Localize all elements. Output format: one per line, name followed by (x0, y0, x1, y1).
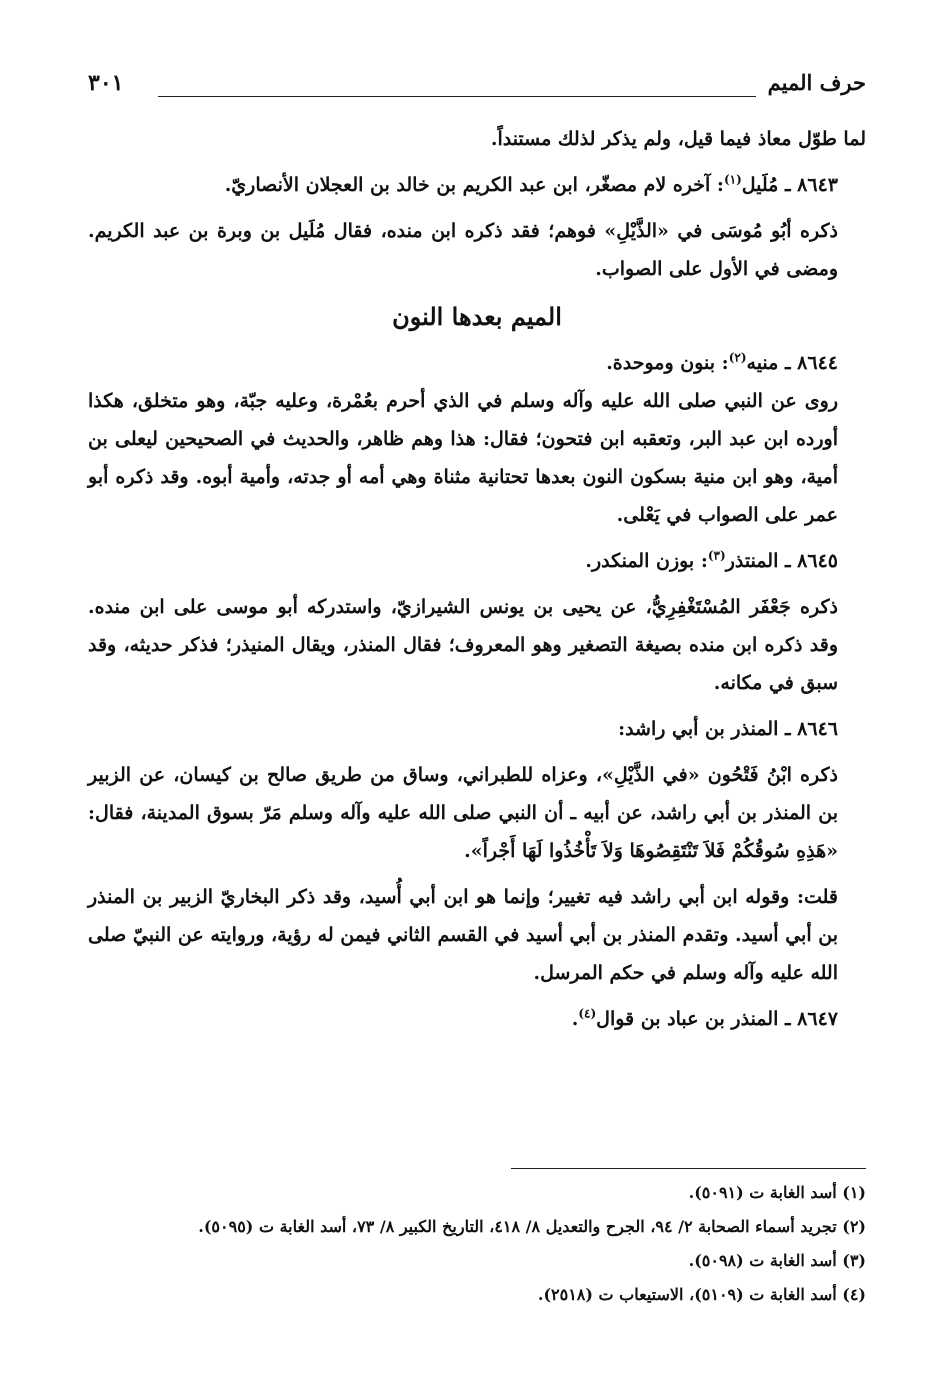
footnote-ref[interactable]: (٢) (728, 350, 747, 365)
header-rule (158, 96, 756, 97)
paragraph: روى عن النبي صلى الله عليه وآله وسلم في الذي أحرم بعُمْرة، وعليه جبّة، وهو متخلق، هكذا أورده ابن عبد البر، وتعقبه ابن فتحون؛ فقال: هذا وهم ظاهر، والحديث في الصحيحين ليعلى بن أمية، وهو ابن منية بسكون النون بعدها تحتانية مثناة وهي أمه أو جدته، وأمية أبوه. وقد ذكره أبو عمر على الصواب في يَعْلى. (88, 390, 838, 526)
paragraph: ذكره جَعْفَر المُسْتَغْفِرِيُّ، عن يحيى بن يونس الشيرازيّ، واستدركه أبو موسى على ابن منده. وقد ذكره ابن منده بصيغة التصغير وهو المعروف؛ فقال المنذر، ويقال المنيذر؛ فذكر حديثه، وقد سبق في مكانه. (88, 596, 838, 694)
entry-number: ٨٦٤٤ ـ (784, 352, 838, 374)
running-title: حرف الميم (767, 70, 866, 95)
footnotes (88, 1178, 866, 1314)
entry-8646 (88, 710, 866, 748)
paragraph: لما طوّل معاذ فيما قيل، ولم يذكر لذلك مستنداً. (490, 128, 866, 150)
footnote: (٢) تجريد أسماء الصحابة ٢/ ٩٤، الجرح والتعديل ٨/ ٤١٨، التاريخ الكبير ٨/ ٧٣، أسد الغابة ت (٥٠٩٥). (198, 1217, 866, 1236)
footnote-ref[interactable]: (١) (723, 172, 742, 187)
entry-text: : آخره لام مصغّر، ابن عبد الكريم بن خالد بن العجلان الأنصاريّ. (224, 174, 724, 196)
entry-text: : بوزن المنكدر. (585, 550, 708, 572)
entry-number: ٨٦٤٦ ـ (784, 718, 838, 740)
entry-name: المنتذر (725, 550, 779, 572)
footnote-ref[interactable]: (٤) (578, 1006, 597, 1021)
entry-text: : (618, 718, 626, 740)
footnote: (١) أسد الغابة ت (٥٠٩١). (688, 1183, 866, 1202)
section-title: الميم بعدها النون (392, 302, 562, 331)
entry-name: المنذر بن أبي راشد (625, 718, 779, 740)
paragraph: قلت: وقوله ابن أبي راشد فيه تغيير؛ وإنما هو ابن أبي أُسيد، وقد ذكر البخاريّ الزبير بن المنذر بن أبي أسيد. وتقدم المنذر بن أبي أسيد في القسم الثاني فيمن له رؤية، وروايته عن النبيّ صلى الله عليه وآله وسلم في حكم المرسل. (88, 886, 838, 984)
entry-8644 (88, 344, 866, 382)
page-number: ٣٠١ (88, 70, 124, 96)
paragraph: ذكره ابْنُ فَتْحُون «في الذَّيْلِ»، وعزاه للطبراني، وساق من طريق صالح بن كيسان، عن الزبير بن المنذر بن أبي راشد، عن أبيه ـ أن النبي صلى الله عليه وآله وسلم مَرّ بسوق المدينة، فقال: «هَذِهِ سُوقُكُمْ فَلاَ تَنْتَقِصُوهَا وَلاَ تَأْخُذُوا لَهَا أَجْراً». (88, 764, 838, 862)
footnote-rule (511, 1168, 866, 1169)
entry-name: منيه (746, 352, 779, 374)
entry-text: . (571, 1008, 579, 1030)
paragraph: ذكره أبُو مُوسَى في «الذَّيْلِ» فوهم؛ فقد ذكره ابن منده، فقال مُلَيل بن وبرة بن عبد الكريم. ومضى في الأول على الصواب. (88, 220, 838, 280)
entry-name: مُلَيل (741, 174, 779, 196)
entry-number: ٨٦٤٧ ـ (784, 1008, 838, 1030)
entry-number: ٨٦٤٥ ـ (784, 550, 838, 572)
main-text (88, 120, 866, 1046)
entry-name: المنذر بن عباد بن قوال (596, 1008, 779, 1030)
footnote: (٣) أسد الغابة ت (٥٠٩٨). (688, 1251, 866, 1270)
footnote: (٤) أسد الغابة ت (٥١٠٩)، الاستيعاب ت (٢٥١٨). (537, 1285, 866, 1304)
entry-text: : بنون وموحدة. (606, 352, 729, 374)
page-header (88, 70, 866, 110)
footnote-ref[interactable]: (٣) (707, 548, 726, 563)
entry-number: ٨٦٤٣ ـ (784, 174, 838, 196)
entry-8647 (88, 1000, 866, 1038)
entry-8643 (88, 166, 866, 204)
entry-8645 (88, 542, 866, 580)
